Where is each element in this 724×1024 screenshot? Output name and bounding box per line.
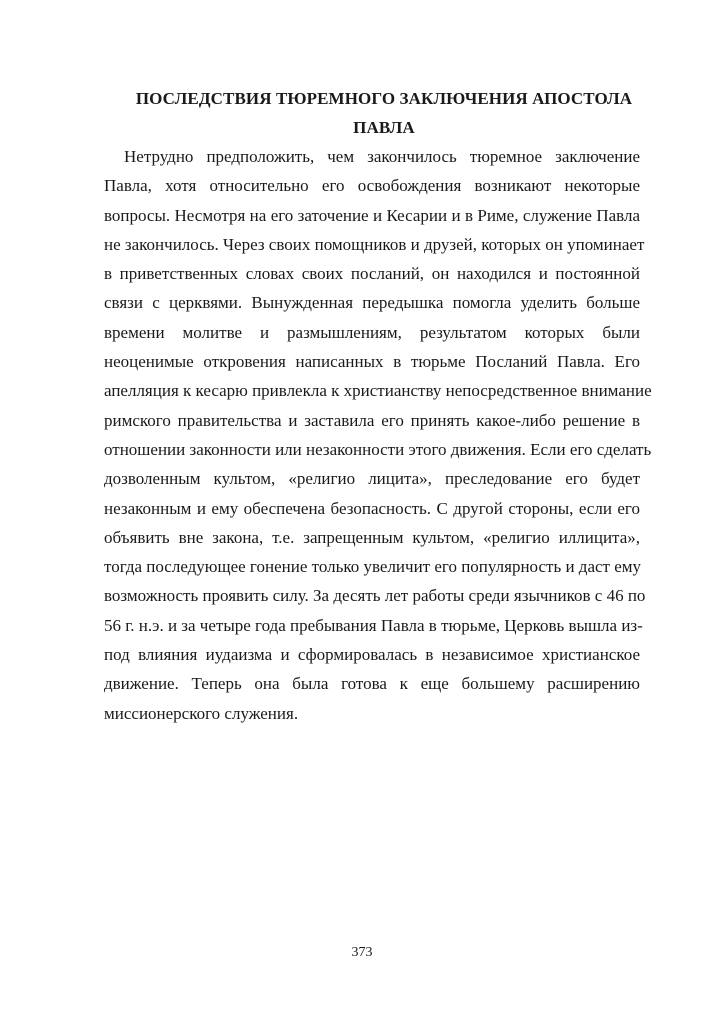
paragraph-line: отношении законности или незаконности этого движения. Если его сделать [104,439,652,459]
paragraph-line: римского правительства и заставила его принять какое-либо решение в [104,410,640,430]
paragraph-line: Павла, хотя относительно его освобождения возникают некоторые [104,176,640,196]
paragraph-line: 56 г. н.э. и за четыре года пребывания Павла в тюрьме, Церковь вышла из- [104,615,643,635]
paragraph-line: объявить вне закона, т.е. запрещенным культом, «религио иллицита», [104,527,640,547]
body-paragraph [104,142,652,728]
chapter-title-line-1: ПОСЛЕДСТВИЯ ТЮРЕМНОГО ЗАКЛЮЧЕНИЯ АПОСТОЛА [135,89,633,108]
paragraph-line: в приветственных словах своих посланий, он находился и постоянной [104,264,640,284]
paragraph-line: под влияния иудаизма и сформировалась в независимое христианское [104,645,640,665]
paragraph-line: неоценимые откровения написанных в тюрьме Посланий Павла. Его [104,352,640,372]
paragraph-line: вопросы. Несмотря на его заточение и Кесарии и в Риме, служение Павла [104,205,640,225]
paragraph-line: тогда последующее гонение только увеличит его популярность и даст ему [104,557,642,577]
paragraph-line: Нетрудно предположить, чем закончилось тюремное заключение [124,147,640,166]
page-number: 373 [351,945,373,960]
paragraph-line: связи с церквями. Вынужденная передышка помогла уделить больше [104,293,640,313]
paragraph-line: не закончилось. Через своих помощников и друзей, которых он упоминает [104,234,645,254]
paragraph-line: незаконным и ему обеспечена безопасность. С другой стороны, если его [104,498,640,518]
paragraph-line: дозволенным культом, «религио лицита», преследование его будет [104,469,640,489]
chapter-title-line-2: ПАВЛА [353,118,415,137]
paragraph-line: апелляция к кесарю привлекла к христианству непосредственное внимание [104,381,652,401]
paragraph-line: возможность проявить силу. За десять лет работы среди язычников с 46 по [104,586,646,606]
paragraph-line: движение. Теперь она была готова к еще большему расширению [104,674,640,694]
paragraph-line: времени молитве и размышлениям, результатом которых были [104,322,640,342]
paragraph-line: миссионерского служения. [104,703,299,723]
